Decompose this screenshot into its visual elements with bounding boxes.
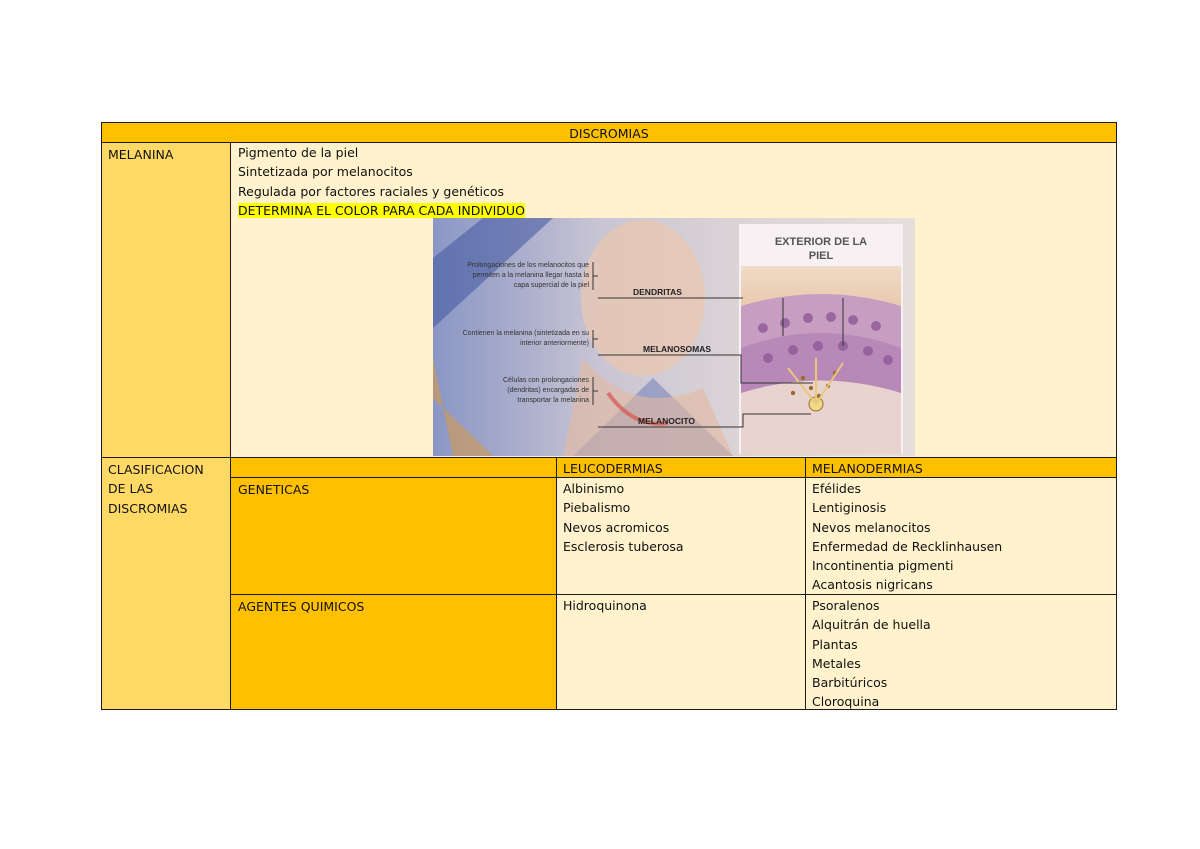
quimicos-melano-list	[812, 596, 931, 712]
melanina-line: Sintetizada por melanocitos	[238, 164, 413, 180]
figure-heading-2: PIEL	[808, 250, 834, 262]
quimicos-leuco-list	[563, 596, 647, 615]
melanina-line: Regulada por factores raciales y genéticos	[238, 183, 505, 199]
geneticas-melano-list	[812, 479, 1002, 595]
list-item: Nevos melanocitos	[812, 519, 931, 535]
melanina-label: MELANINA	[108, 147, 174, 162]
dendritas-desc-2: permiten a la melanina llegar hasta la	[472, 272, 589, 279]
melanosomas-desc-1: Contienen la melanina (sintetizada en su	[462, 330, 589, 337]
list-item: Lentiginosis	[812, 500, 887, 516]
clasificacion-label-line: CLASIFICACION	[108, 462, 204, 477]
list-item: Plantas	[812, 636, 858, 652]
subheader-blank-cell	[230, 457, 557, 478]
skin-anatomy-figure	[433, 218, 915, 456]
melanina-label-cell	[101, 142, 231, 458]
list-item: Piebalismo	[563, 500, 631, 516]
list-item: Acantosis nigricans	[812, 577, 933, 593]
dendritas-desc-3: capa supercial de la piel	[513, 282, 589, 289]
list-item: Efélides	[812, 481, 862, 496]
list-item: Metales	[812, 655, 861, 671]
geneticas-leuco-list	[563, 479, 684, 556]
dendritas-label: DENDRITAS	[633, 287, 682, 297]
list-item: Alquitrán de huella	[812, 617, 931, 633]
list-item: Psoralenos	[812, 598, 880, 613]
list-item: Enfermedad de Recklinhausen	[812, 538, 1003, 554]
list-item: Albinismo	[563, 481, 625, 496]
melanocito-desc-1: Células con prolongaciones	[503, 377, 589, 384]
melanina-highlight: DETERMINA EL COLOR PARA CADA INDIVIDUO	[238, 202, 525, 218]
figure-heading-1: EXTERIOR DE LA	[774, 236, 868, 248]
list-item: Barbitúricos	[812, 675, 888, 691]
melanina-lines	[238, 143, 525, 220]
melanina-line: Pigmento de la piel	[238, 145, 359, 160]
category-geneticas: GENETICAS	[238, 482, 310, 497]
page-title: DISCROMIAS	[569, 126, 649, 141]
melanocito-desc-3: transportar la melanina	[517, 397, 589, 404]
category-agentes-quimicos: AGENTES QUIMICOS	[238, 599, 365, 614]
melanosomas-label: MELANOSOMAS	[643, 344, 711, 354]
skin-basal-layer	[741, 381, 901, 455]
clasificacion-label	[108, 460, 204, 518]
list-item: Nevos acromicos	[563, 519, 670, 535]
list-item: Hidroquinona	[563, 598, 647, 613]
melanocito-label: MELANOCITO	[638, 416, 695, 426]
list-item: Cloroquina	[812, 694, 880, 710]
clasificacion-label-line: DE LAS	[108, 481, 154, 497]
col-melanodermias: MELANODERMIAS	[812, 461, 923, 476]
melanosomas-desc-2: interior anteriormente)	[520, 340, 589, 347]
dendritas-desc-1: Prolongaciones de los melanocitos que	[467, 262, 589, 269]
list-item: Esclerosis tuberosa	[563, 538, 684, 554]
melanocito-desc-2: (dendritas) encargadas de	[507, 387, 589, 394]
clasificacion-label-line: DISCROMIAS	[108, 500, 188, 516]
col-leucodermias: LEUCODERMIAS	[563, 461, 663, 476]
list-item: Incontinentia pigmenti	[812, 558, 954, 574]
